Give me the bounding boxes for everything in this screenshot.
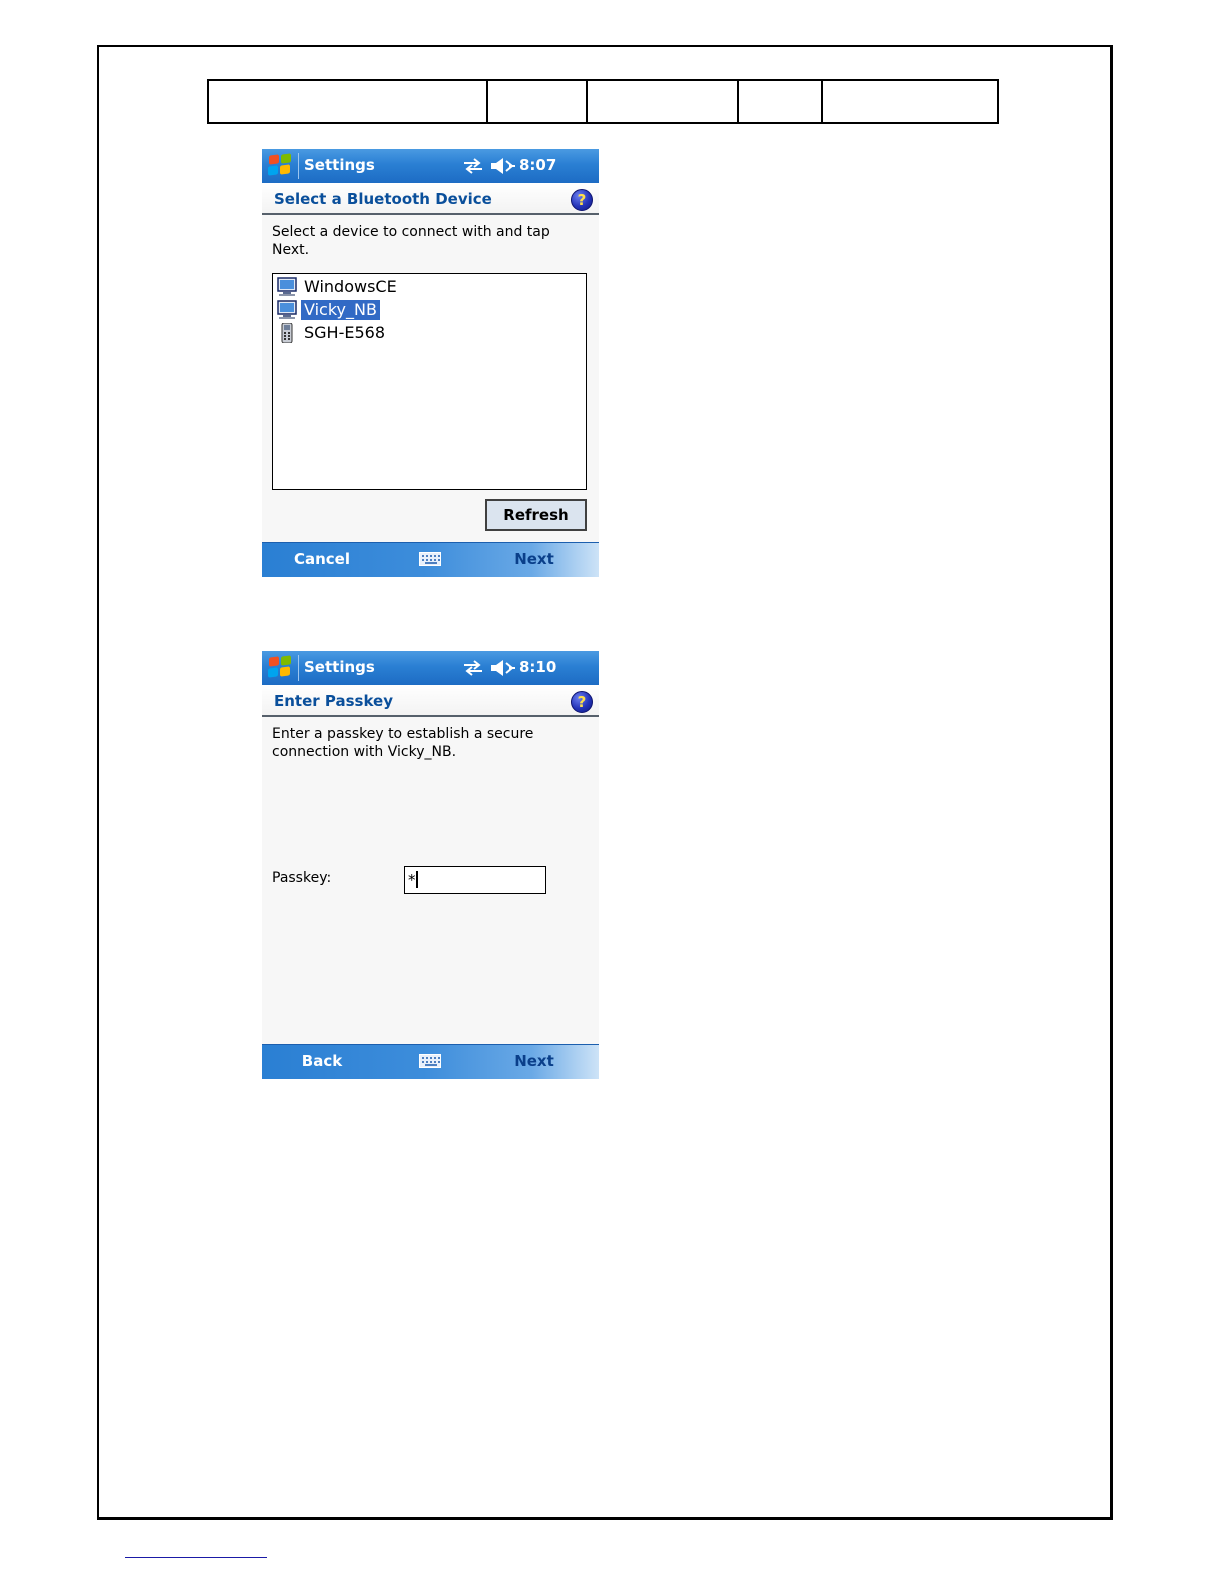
help-icon[interactable]: ?	[571, 691, 593, 713]
next-button[interactable]: Next	[514, 1052, 554, 1070]
start-menu-icon[interactable]	[267, 154, 293, 178]
help-icon[interactable]: ?	[571, 189, 593, 211]
passkey-label: Passkey:	[272, 870, 332, 886]
title-bar	[262, 651, 599, 685]
enter-passkey-screen	[262, 651, 599, 1079]
device-label: Vicky_NB	[301, 300, 380, 320]
clock[interactable]: 8:07	[519, 156, 557, 174]
app-title: Settings	[304, 658, 375, 676]
instructions-text: Enter a passkey to establish a secure connection with Vicky_NB.	[272, 726, 534, 760]
header-table	[207, 79, 999, 124]
header-cell	[587, 80, 738, 123]
passkey-input[interactable]	[404, 866, 546, 894]
app-title: Settings	[304, 156, 375, 174]
passkey-value: *	[408, 871, 416, 889]
header-cell	[487, 80, 587, 123]
phone-icon	[276, 323, 298, 343]
menu-bar	[262, 1044, 599, 1079]
back-button[interactable]: Back	[301, 1052, 343, 1070]
volume-muted-icon[interactable]	[490, 157, 516, 175]
clock[interactable]: 8:10	[519, 658, 557, 676]
device-label: SGH-E568	[304, 323, 386, 342]
refresh-button[interactable]: Refresh	[485, 499, 587, 531]
header-cell	[738, 80, 822, 123]
footer-rule	[125, 1557, 267, 1558]
start-menu-icon[interactable]	[267, 656, 293, 680]
select-device-screen	[262, 149, 599, 577]
computer-icon	[276, 277, 298, 297]
header-cell	[822, 80, 998, 123]
page-border	[97, 45, 1113, 1520]
next-button[interactable]: Next	[514, 550, 554, 568]
page-title: Select a Bluetooth Device	[274, 190, 492, 208]
connectivity-icon[interactable]	[462, 660, 484, 676]
computer-icon	[276, 300, 298, 320]
device-label: WindowsCE	[304, 277, 397, 296]
page-header	[262, 685, 599, 717]
page-header	[262, 183, 599, 215]
header-cell	[208, 80, 487, 123]
page-title: Enter Passkey	[274, 692, 393, 710]
title-separator	[298, 655, 299, 681]
volume-muted-icon[interactable]	[490, 659, 516, 677]
keyboard-icon[interactable]	[419, 1054, 441, 1068]
connectivity-icon[interactable]	[462, 158, 484, 174]
text-cursor	[416, 871, 418, 888]
keyboard-icon[interactable]	[419, 552, 441, 566]
title-bar	[262, 149, 599, 183]
device-list[interactable]	[272, 273, 587, 490]
instructions-text: Select a device to connect with and tap Next.	[272, 224, 550, 258]
cancel-button[interactable]: Cancel	[293, 550, 350, 568]
menu-bar	[262, 542, 599, 577]
title-separator	[298, 153, 299, 179]
